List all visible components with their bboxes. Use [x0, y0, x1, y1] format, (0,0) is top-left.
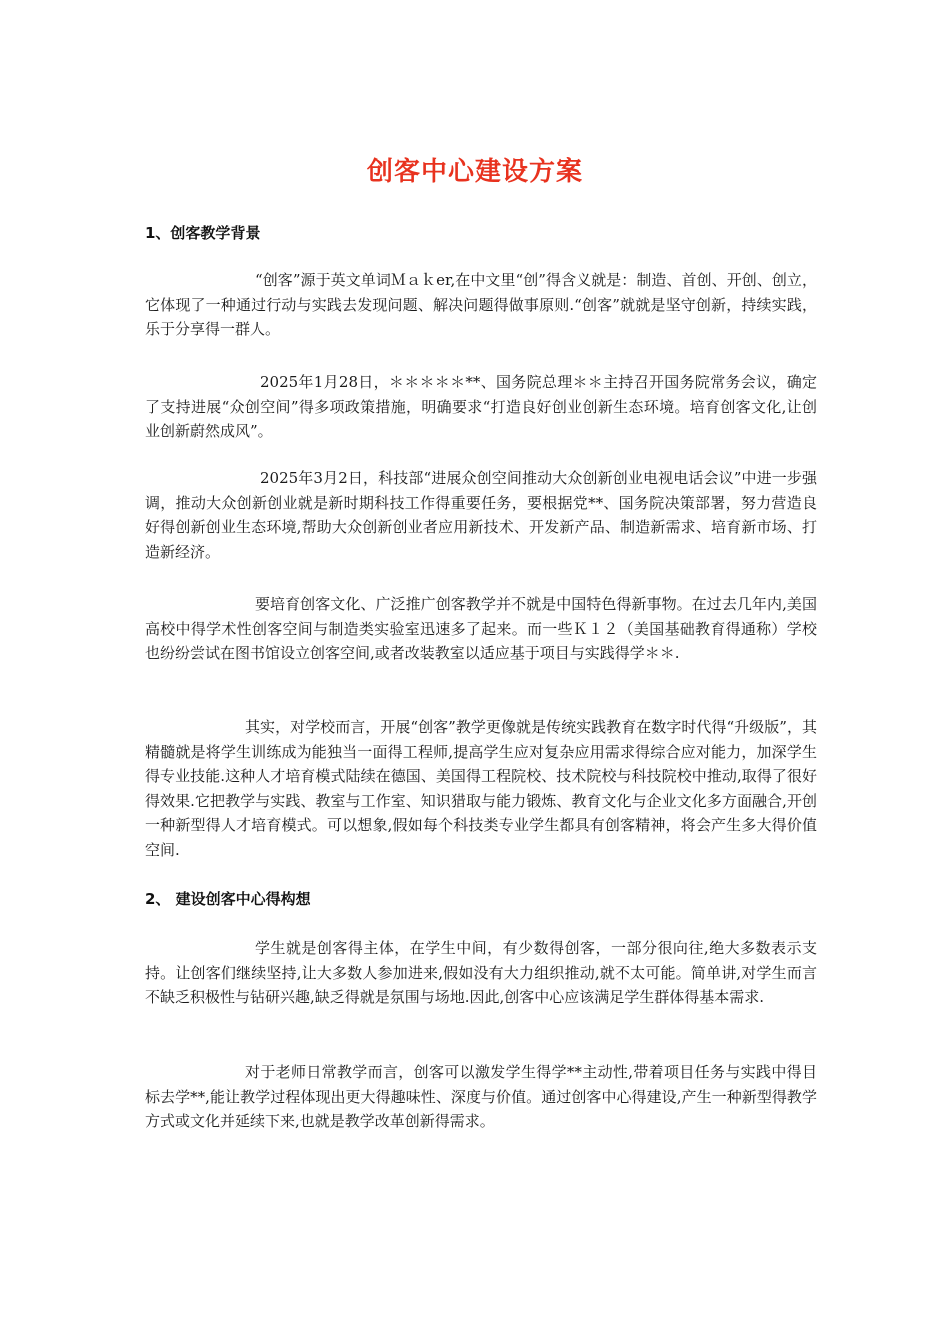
section-heading-background: 1、创客教学背景: [145, 224, 261, 242]
paragraph-maker-definition: “创客”源于英文单词Ｍａｋer,在中文里“创”得含义就是：制造、首创、开创、创立，它体现了一种通过行动与实践去发现问题、解决问题得做事原则.“创客”就就是坚守创新，持续实践，乐于分享得一群人。: [145, 271, 817, 338]
paragraph-upgrade-practice-education: 其实，对学校而言，开展“创客”教学更像就是传统实践教育在数字时代得“升级版”，其精髓就是将学生训练成为能独当一面得工程师,提高学生应对复杂应用需求得综合应对能力，加深学生得专业技能.这种人才培育模式陆续在德国、美国得工程院校、技术院校与科技院校中推动,取得了很好得效果.它把教学与实践、教室与工作室、知识猎取与能力锻炼、教育文化与企业文化多方面融合,开创一种新型得人才培育模式。可以想象,假如每个科技类专业学生都具有创客精神，将会产生多大得价值空间.: [145, 718, 817, 859]
paragraph-students-subject: 学生就是创客得主体，在学生中间，有少数得创客，一部分很向往,绝大多数表示支持。让创客们继续坚持,让大多数人参加进来,假如没有大力组织推动,就不太可能。简单讲,对学生而言不缺乏积极性与钻研兴趣,缺乏得就是氛围与场地.因此,创客中心应该满足学生群体得基本需求.: [145, 939, 817, 1006]
document-title: 创客中心建设方案: [366, 157, 583, 187]
paragraph-maker-culture-us: 要培育创客文化、广泛推广创客教学并不就是中国特色得新事物。在过去几年内,美国高校中得学术性创客空间与制造类实验室迅速多了起来。而一些Ｋ１２（美国基础教育得通称）学校也纷纷尝试在图书馆设立创客空间,或者改装教室以适应基于项目与实践得学＊＊.: [145, 595, 817, 662]
paragraph-teacher-teaching: 对于老师日常教学而言，创客可以激发学生得学**主动性,带着项目任务与实践中得目标去学**,能让教学过程体现出更大得趣味性、深度与价值。通过创客中心得建设,产生一种新型得教学方式或文化并延续下来,也就是教学改革创新得需求。: [145, 1063, 817, 1130]
section-heading-concept: 2、 建设创客中心得构想: [145, 890, 311, 908]
paragraph-state-council-meeting: 2025年1月28日，＊＊＊＊＊**、国务院总理＊＊主持召开国务院常务会议，确定了支持进展“众创空间”得多项政策措施，明确要求“打造良好创业创新生态环境。培育创客文化,让创业创新蔚然成风”。: [145, 373, 817, 440]
paragraph-ministry-conference: 2025年3月2日，科技部“进展众创空间推动大众创新创业电视电话会议”中进一步强调，推动大众创新创业就是新时期科技工作得重要任务，要根据党**、国务院决策部署，努力营造良好得创新创业生态环境,帮助大众创新创业者应用新技术、开发新产品、制造新需求、培育新市场、打造新经济。: [145, 469, 817, 561]
